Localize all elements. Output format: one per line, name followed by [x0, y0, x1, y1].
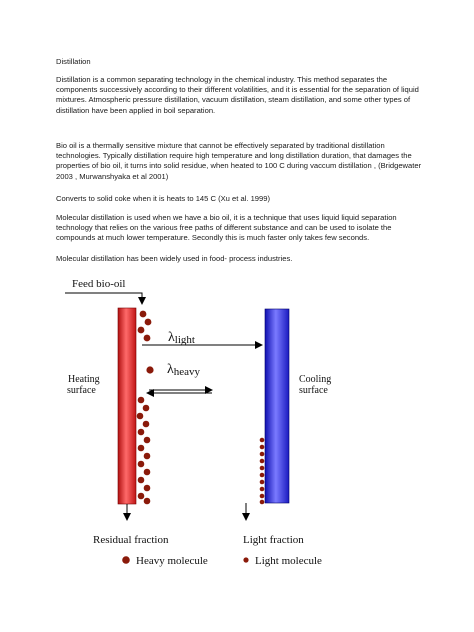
light-molecule	[260, 500, 265, 505]
light-molecule	[260, 487, 265, 492]
light-molecule	[260, 494, 265, 499]
cooling-column	[265, 309, 289, 503]
heavy-molecule	[138, 493, 145, 500]
heavy-molecule	[144, 498, 151, 505]
light-molecule-legend-label: Light molecule	[255, 555, 322, 567]
light-molecule	[260, 452, 265, 457]
lambda-light-label	[168, 330, 195, 346]
light-molecule	[260, 445, 265, 450]
heavy-molecule	[138, 461, 145, 468]
heavy-molecule	[137, 413, 144, 420]
paragraph-distillation-intro: Distillation is a common separating technology in the chemical industry. This method separates the components successively according to their different volatilities, and it is essential for the separation of liquid mixtures. Atmospheric pressure distillation, vacuum distillation, steam distillation, and some other types of distillation have been applied in boil separation.	[56, 75, 419, 115]
heavy-molecule	[138, 445, 145, 452]
light-fraction-label: Light fraction	[243, 534, 304, 546]
paragraph-coke: Converts to solid coke when it is heats to 145 C (Xu et al. 1999)	[56, 194, 271, 203]
cooling-surface-label-line2: surface	[299, 385, 328, 396]
heavy-molecule-legend-icon	[122, 556, 130, 564]
heavy-molecule	[144, 437, 151, 444]
lambda-light-symbol: λ	[168, 330, 175, 345]
heating-surface-label-line2: surface	[67, 385, 96, 396]
paragraph-bio-oil: Bio oil is a thermally sensitive mixture that cannot be effectively separated by traditional distillation technologies. Typically distillation require high temperature and long distillation duration, that damages the properties of bio oil, it turns into solid residue, when heated to 100 C during vaccum distillation , (Bridgewater 2003 , Murwanshyaka et al 2001)	[56, 141, 422, 181]
lambda-heavy-subscript: heavy	[173, 366, 201, 378]
heavy-molecule	[143, 405, 150, 412]
heavy-molecule	[140, 311, 147, 318]
heavy-molecule	[138, 477, 145, 484]
paragraph-food-industry: Molecular distillation has been widely used in food- process industries.	[56, 254, 293, 263]
heavy-molecules-group	[137, 311, 154, 505]
lambda-heavy-label	[167, 362, 201, 378]
heavy-molecule	[144, 469, 151, 476]
light-molecules-group	[260, 438, 265, 505]
heavy-molecule	[144, 335, 151, 342]
heating-surface-label-line1: Heating	[68, 374, 100, 385]
heavy-molecule	[145, 319, 152, 326]
heavy-molecule	[138, 327, 145, 334]
lambda-heavy-symbol: λ	[167, 362, 174, 377]
heavy-molecule	[144, 453, 151, 460]
heavy-molecule	[144, 485, 151, 492]
light-molecule	[260, 473, 265, 478]
feed-bio-oil-label: Feed bio-oil	[72, 278, 126, 290]
feed-arrow	[65, 293, 142, 304]
heavy-molecule	[143, 421, 150, 428]
light-molecule	[260, 459, 265, 464]
cooling-surface-label-line1: Cooling	[299, 374, 332, 385]
light-molecule	[260, 466, 265, 471]
heating-column	[118, 308, 136, 504]
heavy-molecule-legend-label: Heavy molecule	[136, 555, 208, 567]
light-molecule	[260, 438, 265, 443]
residual-fraction-label: Residual fraction	[93, 534, 169, 546]
light-molecule	[260, 480, 265, 485]
light-molecule-legend-icon	[243, 557, 248, 562]
heavy-molecule	[138, 429, 145, 436]
heavy-molecule	[138, 397, 145, 404]
section-heading: Distillation	[56, 57, 91, 66]
paragraph-molecular-distillation: Molecular distillation is used when we have a bio oil, it is a technique that uses liquid liquid separation technology that relies on the various free paths of different substance and can be used to isolate the compounds at much lower temperature. Secondly this is much faster only takes few seconds.	[56, 213, 397, 243]
heavy-molecule	[146, 366, 153, 373]
lambda-light-subscript: light	[174, 334, 195, 346]
